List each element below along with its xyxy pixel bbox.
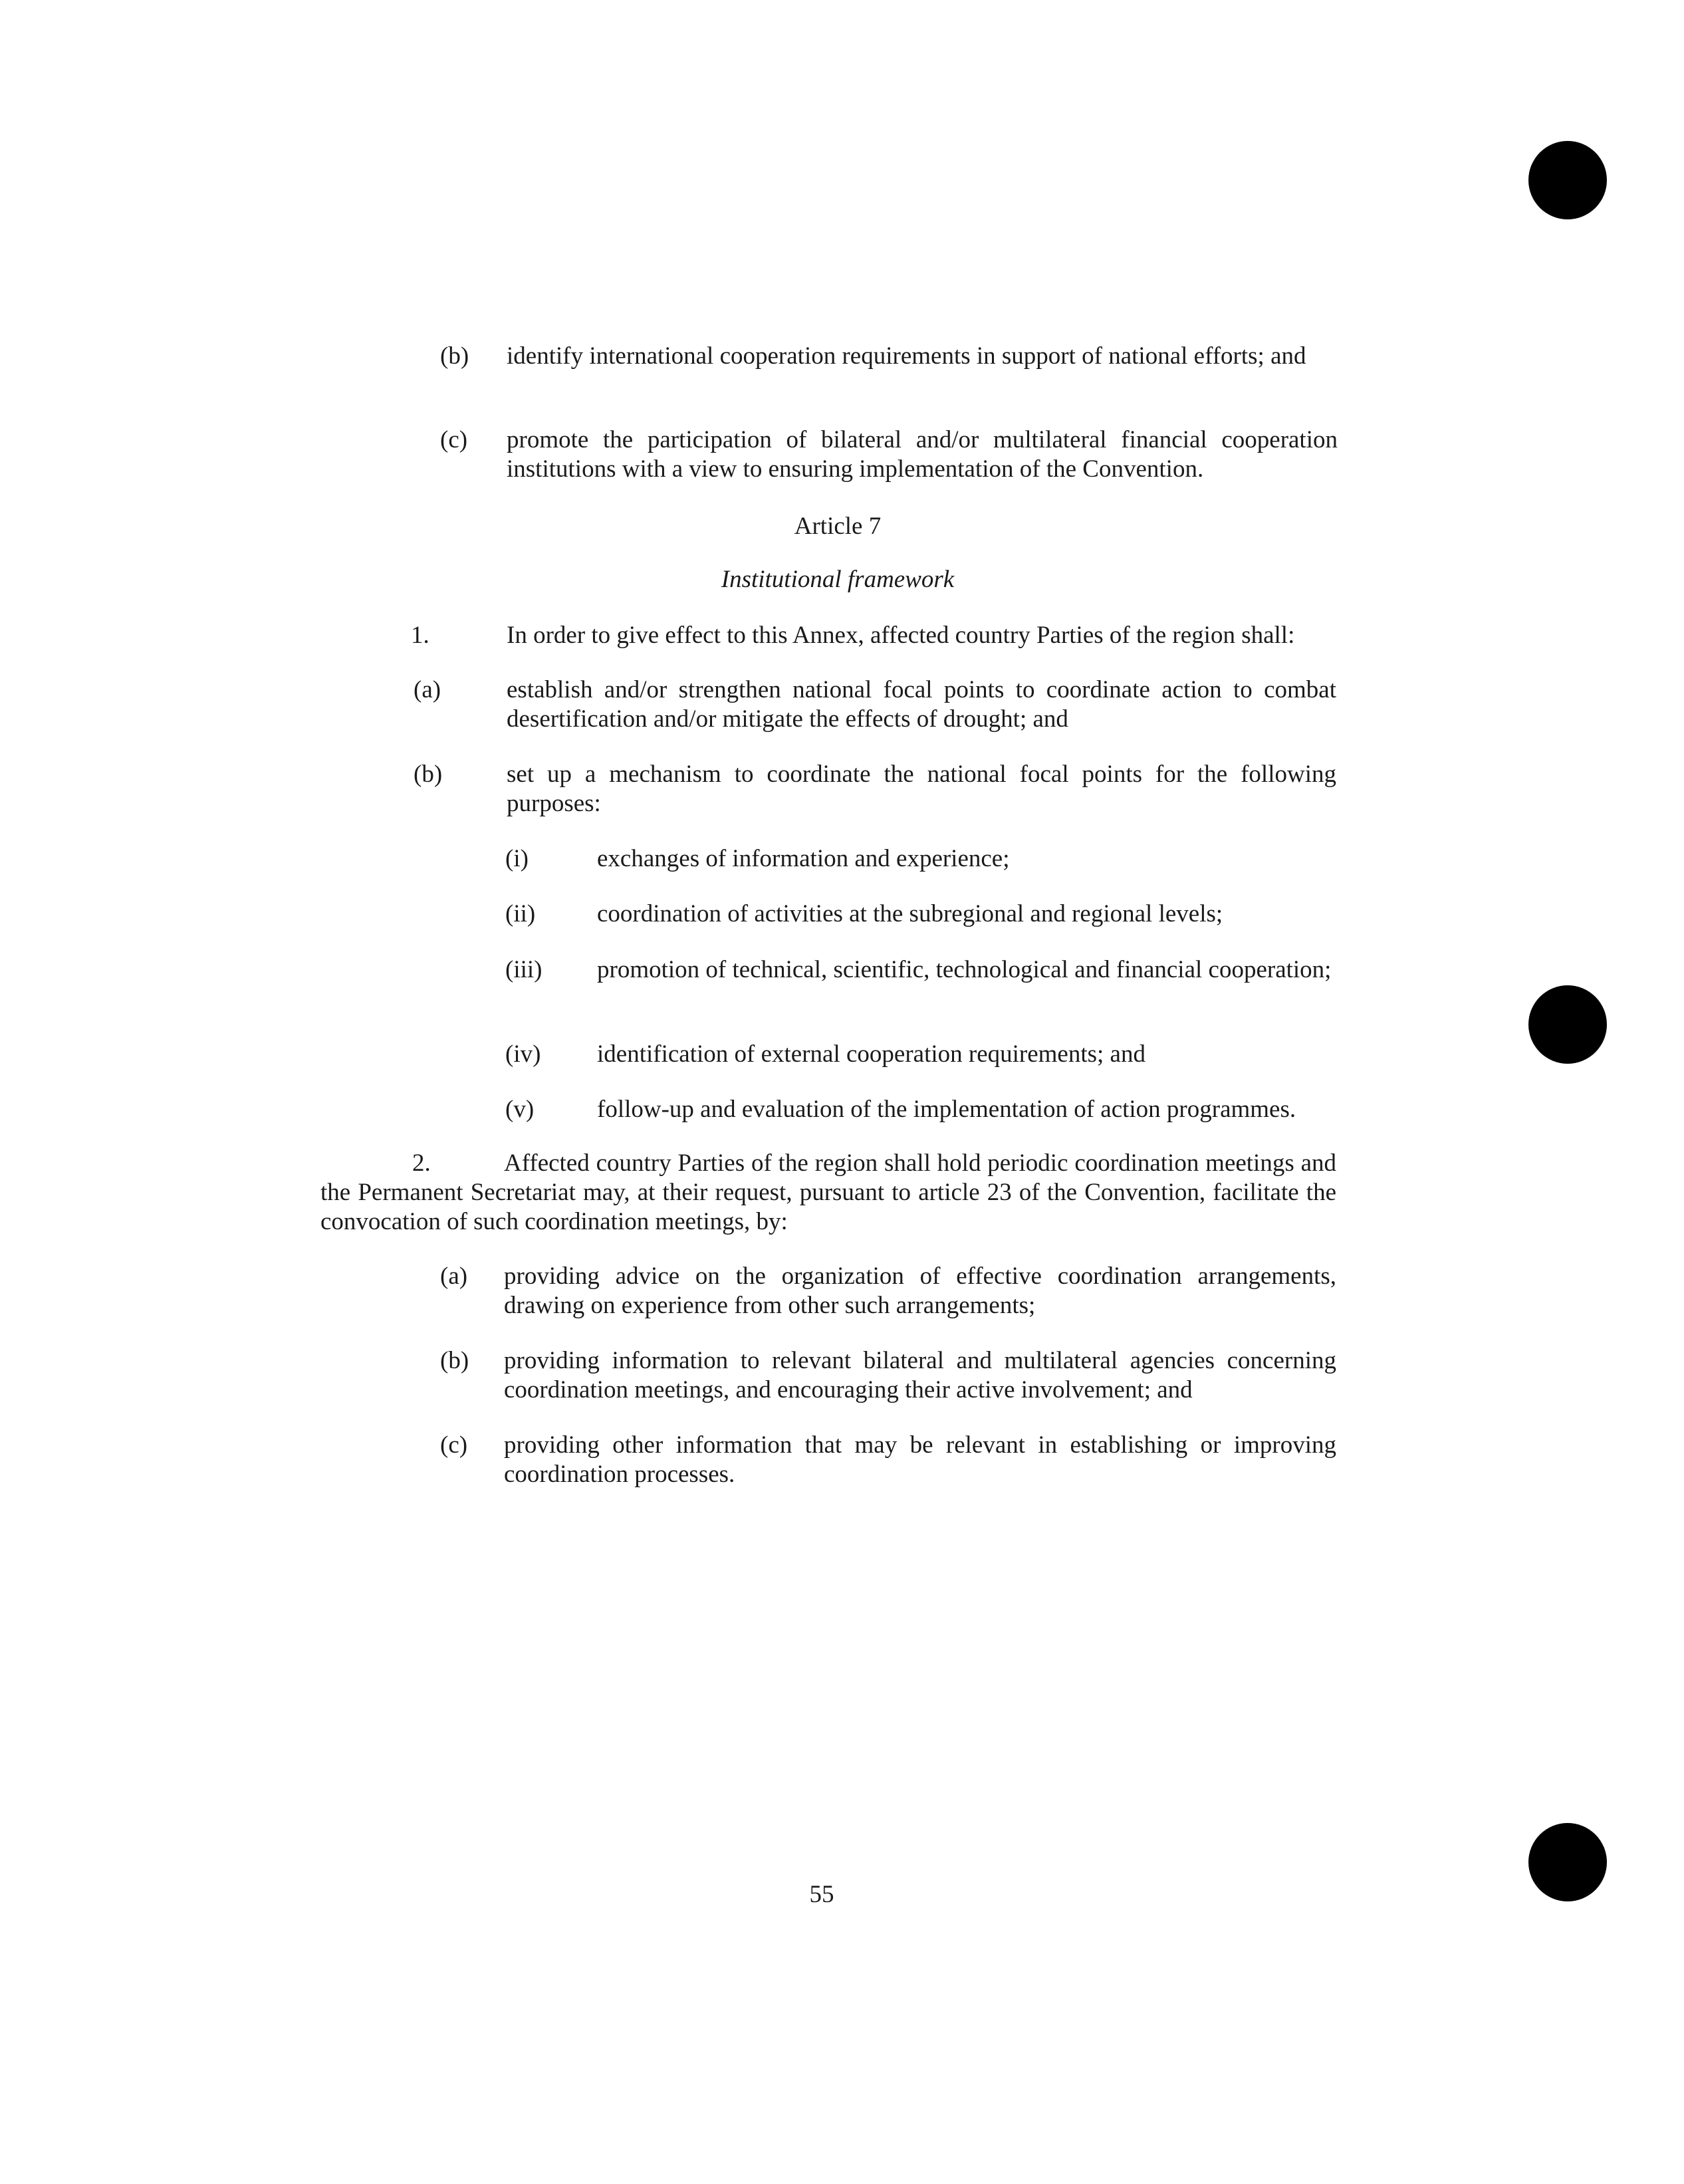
item-label: (b) [414, 761, 443, 788]
item-label: (c) [440, 1431, 468, 1459]
item-text: promote the participation of bilateral and/or multilateral financial cooperation institutions with a view to ensuring implementation of the Convention. [507, 426, 1338, 483]
subitem-text: identification of external cooperation requirements; and [597, 1040, 1145, 1068]
punch-hole-bottom [1528, 1823, 1607, 1901]
item-text: providing other information that may be relevant in establishing or improving coordination processes. [504, 1431, 1336, 1488]
subitem-label: (iv) [505, 1040, 541, 1068]
paragraph-text: In order to give effect to this Annex, affected country Parties of the region shall: [507, 622, 1295, 649]
paragraph-number: 1. [411, 622, 429, 649]
item-label: (b) [440, 342, 469, 370]
paragraph-text: Affected country Parties of the region shall hold periodic coordination meetings and the Permanent Secretariat may, at their request, pursuant to article 23 of the Convention, facilitate the convocation of such coordination meetings, by: [320, 1150, 1336, 1235]
page-number: 55 [809, 1881, 834, 1908]
item-text: set up a mechanism to coordinate the national focal points for the following purposes: [507, 761, 1336, 817]
subitem-text: follow-up and evaluation of the implementation of action programmes. [597, 1096, 1296, 1123]
punch-hole-middle [1528, 985, 1607, 1064]
subitem-label: (ii) [505, 900, 536, 927]
item-text: establish and/or strengthen national focal points to coordinate action to combat desertification and/or mitigate the effects of drought; and [507, 676, 1336, 733]
subitem-label: (iii) [505, 956, 542, 983]
article-heading: Article 7 [794, 513, 882, 540]
subitem-text: promotion of technical, scientific, technological and financial cooperation; [597, 956, 1332, 983]
item-text: identify international cooperation requirements in support of national efforts; and [507, 342, 1306, 370]
item-label: (b) [440, 1347, 469, 1374]
item-text: providing advice on the organization of effective coordination arrangements, drawing on experience from other such arrangements; [504, 1263, 1336, 1319]
item-label: (a) [440, 1263, 468, 1290]
item-label: (a) [414, 676, 441, 703]
article-subheading: Institutional framework [721, 566, 955, 593]
item-label: (c) [440, 426, 468, 453]
subitem-label: (i) [505, 845, 529, 872]
paragraph-number: 2. [412, 1150, 431, 1177]
subitem-label: (v) [505, 1096, 535, 1123]
subitem-text: coordination of activities at the subregional and regional levels; [597, 900, 1223, 927]
punch-hole-top [1528, 141, 1607, 219]
subitem-text: exchanges of information and experience; [597, 845, 1010, 872]
item-text: providing information to relevant bilateral and multilateral agencies concerning coordination meetings, and encouraging their active involvement; and [504, 1347, 1336, 1403]
